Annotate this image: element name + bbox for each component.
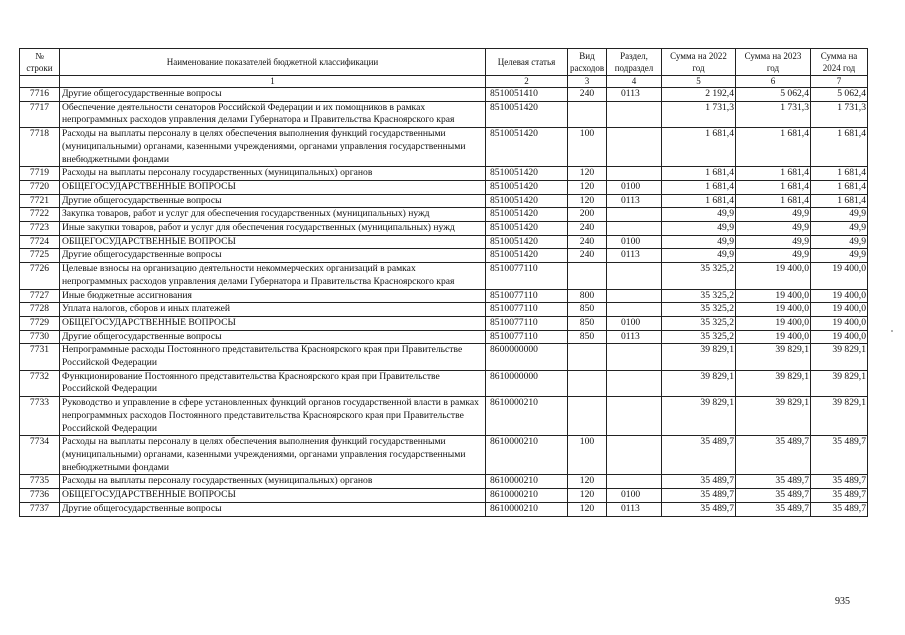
sum-2022-cell: 35 325,2 — [662, 289, 736, 303]
target-article-cell: 8610000210 — [486, 436, 568, 475]
column-index-cell — [20, 76, 60, 88]
sum-2023-cell: 19 400,0 — [736, 303, 811, 317]
expense-type-cell — [568, 370, 607, 396]
expense-type-cell: 200 — [568, 208, 607, 222]
section-cell: 0100 — [607, 489, 662, 503]
sum-2022-cell: 35 325,2 — [662, 316, 736, 330]
expense-type-cell: 100 — [568, 436, 607, 475]
indicator-name-cell: Руководство и управление в сфере установленных функций органов государственной власти в рамках непрограммных расходов Постоянного представительства Красноярского края при Правительстве Российской Федерации — [60, 397, 486, 436]
sum-2023-cell: 19 400,0 — [736, 316, 811, 330]
indicator-name-cell: Функционирование Постоянного представительства Красноярского края при Правительстве Российской Федерации — [60, 370, 486, 396]
sum-2024-cell: 49,9 — [811, 222, 868, 236]
target-article-cell: 8510051420 — [486, 180, 568, 194]
sum-2024-cell: 35 489,7 — [811, 475, 868, 489]
target-article-cell: 8510051420 — [486, 101, 568, 127]
page-number: 935 — [835, 596, 850, 607]
row-number-cell: 7728 — [20, 303, 60, 317]
table-row — [20, 436, 868, 475]
table-row — [20, 289, 868, 303]
sum-2024-cell: 49,9 — [811, 208, 868, 222]
sum-2022-cell: 1 681,4 — [662, 180, 736, 194]
indicator-name-cell: Расходы на выплаты персоналу в целях обеспечения выполнения функций государственными (муниципальными) органами, казенными учреждениями, органами управления государственными внебюджетными фондами — [60, 436, 486, 475]
section-cell: 0113 — [607, 502, 662, 516]
sum-2023-cell: 39 829,1 — [736, 370, 811, 396]
indicator-name-cell: ОБЩЕГОСУДАРСТВЕННЫЕ ВОПРОСЫ — [60, 316, 486, 330]
sum-2022-cell: 49,9 — [662, 249, 736, 263]
sum-2024-cell: 1 731,3 — [811, 101, 868, 127]
sum-2022-cell: 1 681,4 — [662, 128, 736, 167]
row-number-cell: 7717 — [20, 101, 60, 127]
expense-type-cell: 120 — [568, 502, 607, 516]
table-row — [20, 303, 868, 317]
table-row — [20, 489, 868, 503]
sum-2024-cell: 1 681,4 — [811, 167, 868, 181]
header-section: Раздел, подраздел — [607, 49, 662, 76]
indicator-name-cell: Другие общегосударственные вопросы — [60, 194, 486, 208]
row-number-cell: 7727 — [20, 289, 60, 303]
sum-2022-cell: 35 489,7 — [662, 502, 736, 516]
table-row — [20, 330, 868, 344]
indicator-name-cell: ОБЩЕГОСУДАРСТВЕННЫЕ ВОПРОСЫ — [60, 235, 486, 249]
expense-type-cell: 240 — [568, 88, 607, 102]
row-number-cell: 7736 — [20, 489, 60, 503]
row-number-cell: 7724 — [20, 235, 60, 249]
table-row — [20, 222, 868, 236]
section-cell: 0113 — [607, 249, 662, 263]
column-index-cell: 3 — [568, 76, 607, 88]
sum-2022-cell: 49,9 — [662, 208, 736, 222]
target-article-cell: 8510051410 — [486, 88, 568, 102]
indicator-name-cell: Иные бюджетные ассигнования — [60, 289, 486, 303]
table-row — [20, 180, 868, 194]
section-cell — [607, 344, 662, 370]
target-article-cell: 8510051420 — [486, 167, 568, 181]
sum-2023-cell: 49,9 — [736, 249, 811, 263]
sum-2023-cell: 1 681,4 — [736, 194, 811, 208]
sum-2024-cell: 35 489,7 — [811, 436, 868, 475]
sum-2023-cell: 1 681,4 — [736, 128, 811, 167]
target-article-cell: 8510051420 — [486, 249, 568, 263]
row-number-cell: 7731 — [20, 344, 60, 370]
sum-2023-cell: 49,9 — [736, 235, 811, 249]
sum-2023-cell: 35 489,7 — [736, 489, 811, 503]
target-article-cell: 8610000210 — [486, 475, 568, 489]
indicator-name-cell: Расходы на выплаты персоналу государственных (муниципальных) органов — [60, 167, 486, 181]
table-row — [20, 475, 868, 489]
column-index-cell: 4 — [607, 76, 662, 88]
target-article-cell: 8510051420 — [486, 222, 568, 236]
section-cell — [607, 208, 662, 222]
section-cell — [607, 167, 662, 181]
row-number-cell: 7733 — [20, 397, 60, 436]
expense-type-cell: 120 — [568, 489, 607, 503]
sum-2023-cell: 39 829,1 — [736, 344, 811, 370]
section-cell — [607, 436, 662, 475]
section-cell — [607, 370, 662, 396]
sum-2022-cell: 1 681,4 — [662, 167, 736, 181]
table-row — [20, 249, 868, 263]
table-row — [20, 128, 868, 167]
expense-type-cell — [568, 101, 607, 127]
sum-2024-cell: 49,9 — [811, 235, 868, 249]
indicator-name-cell: Целевые взносы на организацию деятельности некоммерческих организаций в рамках непрограммных расходов управления делами Губернатора и Правительства Красноярского края — [60, 263, 486, 289]
expense-type-cell: 800 — [568, 289, 607, 303]
expense-type-cell: 120 — [568, 167, 607, 181]
section-cell — [607, 289, 662, 303]
sum-2024-cell: 35 489,7 — [811, 502, 868, 516]
sum-2022-cell: 49,9 — [662, 222, 736, 236]
sum-2024-cell: 19 400,0 — [811, 303, 868, 317]
indicator-name-cell: Закупка товаров, работ и услуг для обеспечения государственных (муниципальных) нужд — [60, 208, 486, 222]
indicator-name-cell: ОБЩЕГОСУДАРСТВЕННЫЕ ВОПРОСЫ — [60, 180, 486, 194]
sum-2024-cell: 35 489,7 — [811, 489, 868, 503]
column-index-cell: 5 — [662, 76, 736, 88]
expense-type-cell: 100 — [568, 128, 607, 167]
section-cell — [607, 222, 662, 236]
column-index-cell: 2 — [486, 76, 568, 88]
target-article-cell: 8510077110 — [486, 263, 568, 289]
indicator-name-cell: Другие общегосударственные вопросы — [60, 88, 486, 102]
sum-2023-cell: 1 681,4 — [736, 180, 811, 194]
sum-2023-cell: 49,9 — [736, 222, 811, 236]
target-article-cell: 8510077110 — [486, 330, 568, 344]
header-row-no: № строки — [20, 49, 60, 76]
sum-2024-cell: 1 681,4 — [811, 180, 868, 194]
sum-2022-cell: 35 325,2 — [662, 263, 736, 289]
target-article-cell: 8510077110 — [486, 289, 568, 303]
header-exp-type: Вид расходов — [568, 49, 607, 76]
target-article-cell: 8510051420 — [486, 208, 568, 222]
scan-speck — [891, 330, 893, 332]
indicator-name-cell: Другие общегосударственные вопросы — [60, 249, 486, 263]
column-index-row — [20, 76, 868, 88]
sum-2022-cell: 35 489,7 — [662, 436, 736, 475]
row-number-cell: 7725 — [20, 249, 60, 263]
column-index-cell: 1 — [60, 76, 486, 88]
sum-2022-cell: 39 829,1 — [662, 344, 736, 370]
sum-2024-cell: 19 400,0 — [811, 289, 868, 303]
row-number-cell: 7734 — [20, 436, 60, 475]
section-cell: 0113 — [607, 330, 662, 344]
target-article-cell: 8510077110 — [486, 316, 568, 330]
target-article-cell: 8610000210 — [486, 397, 568, 436]
sum-2023-cell: 35 489,7 — [736, 502, 811, 516]
table-row — [20, 88, 868, 102]
expense-type-cell: 850 — [568, 316, 607, 330]
target-article-cell: 8610000210 — [486, 489, 568, 503]
sum-2023-cell: 19 400,0 — [736, 263, 811, 289]
indicator-name-cell: Непрограммные расходы Постоянного представительства Красноярского края при Правительстве Российской Федерации — [60, 344, 486, 370]
sum-2024-cell: 19 400,0 — [811, 316, 868, 330]
table-row — [20, 316, 868, 330]
indicator-name-cell: Расходы на выплаты персоналу в целях обеспечения выполнения функций государственными (муниципальными) органами, казенными учреждениями, органами управления государственными внебюджетными фондами — [60, 128, 486, 167]
indicator-name-cell: Иные закупки товаров, работ и услуг для обеспечения государственных (муниципальных) нужд — [60, 222, 486, 236]
sum-2022-cell: 2 192,4 — [662, 88, 736, 102]
indicator-name-cell: Другие общегосударственные вопросы — [60, 330, 486, 344]
header-sum-2022: Сумма на 2022 год — [662, 49, 736, 76]
row-number-cell: 7721 — [20, 194, 60, 208]
indicator-name-cell: Обеспечение деятельности сенаторов Российской Федерации и их помощников в рамках непрограммных расходов управления делами Губернатора и Правительства Красноярского края — [60, 101, 486, 127]
expense-type-cell: 120 — [568, 180, 607, 194]
indicator-name-cell: Уплата налогов, сборов и иных платежей — [60, 303, 486, 317]
section-cell: 0113 — [607, 194, 662, 208]
expense-type-cell — [568, 397, 607, 436]
section-cell — [607, 263, 662, 289]
sum-2022-cell: 39 829,1 — [662, 397, 736, 436]
target-article-cell: 8600000000 — [486, 344, 568, 370]
row-number-cell: 7730 — [20, 330, 60, 344]
sum-2024-cell: 19 400,0 — [811, 330, 868, 344]
sum-2024-cell: 39 829,1 — [811, 397, 868, 436]
row-number-cell: 7729 — [20, 316, 60, 330]
expense-type-cell: 850 — [568, 303, 607, 317]
row-number-cell: 7737 — [20, 502, 60, 516]
row-number-cell: 7719 — [20, 167, 60, 181]
row-number-cell: 7726 — [20, 263, 60, 289]
sum-2023-cell: 19 400,0 — [736, 289, 811, 303]
expense-type-cell: 240 — [568, 249, 607, 263]
indicator-name-cell: Расходы на выплаты персоналу государственных (муниципальных) органов — [60, 475, 486, 489]
header-target: Целевая статья — [486, 49, 568, 76]
target-article-cell: 8610000000 — [486, 370, 568, 396]
sum-2022-cell: 35 489,7 — [662, 489, 736, 503]
section-cell — [607, 303, 662, 317]
section-cell — [607, 475, 662, 489]
table-row — [20, 263, 868, 289]
sum-2024-cell: 1 681,4 — [811, 128, 868, 167]
sum-2022-cell: 35 325,2 — [662, 330, 736, 344]
section-cell — [607, 397, 662, 436]
row-number-cell: 7722 — [20, 208, 60, 222]
table-row — [20, 502, 868, 516]
sum-2023-cell: 39 829,1 — [736, 397, 811, 436]
section-cell: 0113 — [607, 88, 662, 102]
expense-type-cell: 850 — [568, 330, 607, 344]
row-number-cell: 7723 — [20, 222, 60, 236]
sum-2022-cell: 1 681,4 — [662, 194, 736, 208]
indicator-name-cell: Другие общегосударственные вопросы — [60, 502, 486, 516]
sum-2022-cell: 35 325,2 — [662, 303, 736, 317]
indicator-name-cell: ОБЩЕГОСУДАРСТВЕННЫЕ ВОПРОСЫ — [60, 489, 486, 503]
sum-2023-cell: 1 681,4 — [736, 167, 811, 181]
table-row — [20, 370, 868, 396]
table-row — [20, 194, 868, 208]
sum-2023-cell: 49,9 — [736, 208, 811, 222]
expense-type-cell: 240 — [568, 222, 607, 236]
sum-2024-cell: 39 829,1 — [811, 344, 868, 370]
table-row — [20, 167, 868, 181]
table-row — [20, 344, 868, 370]
expense-type-cell — [568, 263, 607, 289]
table-row — [20, 208, 868, 222]
expense-type-cell: 120 — [568, 194, 607, 208]
table-row — [20, 101, 868, 127]
target-article-cell: 8510051420 — [486, 194, 568, 208]
table-body — [20, 88, 868, 517]
sum-2024-cell: 1 681,4 — [811, 194, 868, 208]
target-article-cell: 8510051420 — [486, 128, 568, 167]
header-name: Наименование показателей бюджетной классификации — [60, 49, 486, 76]
sum-2024-cell: 19 400,0 — [811, 263, 868, 289]
column-index-cell: 7 — [811, 76, 868, 88]
target-article-cell: 8610000210 — [486, 502, 568, 516]
header-sum-2023: Сумма на 2023 год — [736, 49, 811, 76]
sum-2023-cell: 35 489,7 — [736, 436, 811, 475]
sum-2022-cell: 39 829,1 — [662, 370, 736, 396]
sum-2023-cell: 1 731,3 — [736, 101, 811, 127]
row-number-cell: 7718 — [20, 128, 60, 167]
sum-2024-cell: 5 062,4 — [811, 88, 868, 102]
section-cell: 0100 — [607, 316, 662, 330]
header-row — [20, 49, 868, 76]
sum-2023-cell: 35 489,7 — [736, 475, 811, 489]
sum-2022-cell: 49,9 — [662, 235, 736, 249]
row-number-cell: 7732 — [20, 370, 60, 396]
target-article-cell: 8510077110 — [486, 303, 568, 317]
sum-2024-cell: 49,9 — [811, 249, 868, 263]
table-row — [20, 397, 868, 436]
row-number-cell: 7720 — [20, 180, 60, 194]
expense-type-cell: 120 — [568, 475, 607, 489]
budget-table — [19, 48, 868, 517]
table-row — [20, 235, 868, 249]
expense-type-cell: 240 — [568, 235, 607, 249]
section-cell — [607, 101, 662, 127]
section-cell — [607, 128, 662, 167]
sum-2022-cell: 1 731,3 — [662, 101, 736, 127]
column-index-cell: 6 — [736, 76, 811, 88]
sum-2022-cell: 35 489,7 — [662, 475, 736, 489]
row-number-cell: 7735 — [20, 475, 60, 489]
sum-2024-cell: 39 829,1 — [811, 370, 868, 396]
section-cell: 0100 — [607, 235, 662, 249]
header-sum-2024: Сумма на 2024 год — [811, 49, 868, 76]
section-cell: 0100 — [607, 180, 662, 194]
row-number-cell: 7716 — [20, 88, 60, 102]
expense-type-cell — [568, 344, 607, 370]
target-article-cell: 8510051420 — [486, 235, 568, 249]
sum-2023-cell: 19 400,0 — [736, 330, 811, 344]
sum-2023-cell: 5 062,4 — [736, 88, 811, 102]
